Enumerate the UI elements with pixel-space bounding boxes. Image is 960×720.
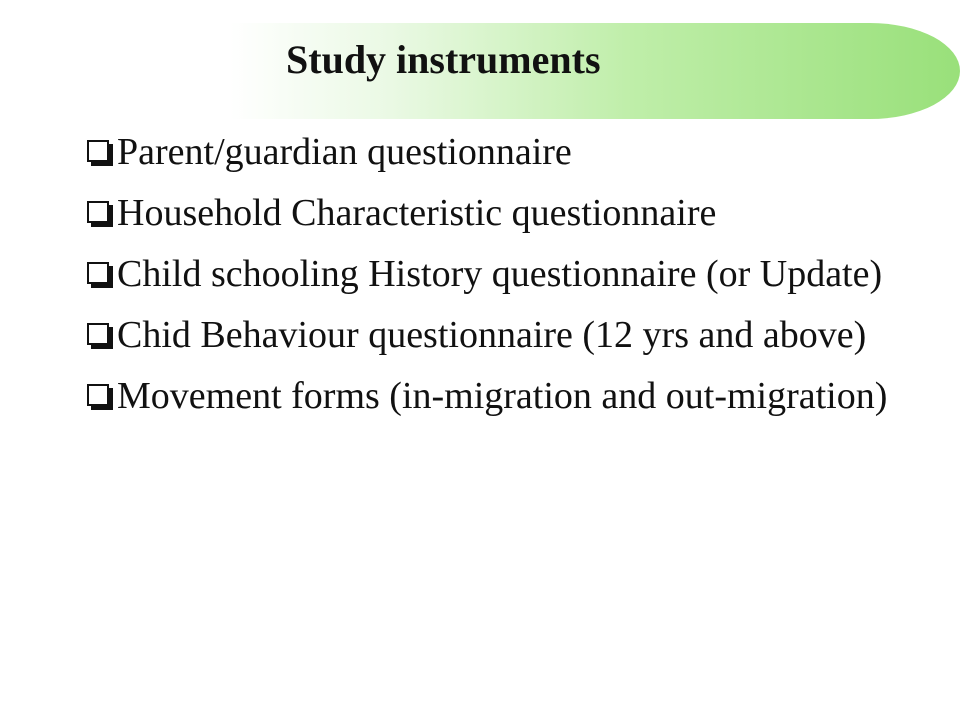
bullet-item-parent-questionnaire [87,124,917,181]
bullet-text: Household Characteristic questionnaire [117,192,717,234]
bullet-item-movement-forms [87,368,917,425]
bullet-text: Movement forms (in-migration and out-migration) [117,375,888,417]
bullet-text: Chid Behaviour questionnaire (12 yrs and above) [117,314,867,356]
bullet-text: Parent/guardian questionnaire [117,131,572,173]
checkbox-bullet-icon [87,262,109,284]
checkbox-bullet-icon [87,384,109,406]
bullet-item-household-questionnaire [87,185,917,242]
bullet-text: Child schooling History questionnaire (or Update) [117,253,883,295]
checkbox-bullet-icon [87,201,109,223]
checkbox-bullet-icon [87,323,109,345]
bullet-list [87,124,917,429]
bullet-item-schooling-history-questionnaire [87,246,917,303]
checkbox-bullet-icon [87,140,109,162]
bullet-item-behaviour-questionnaire [87,307,917,364]
slide-title: Study instruments [286,37,601,82]
